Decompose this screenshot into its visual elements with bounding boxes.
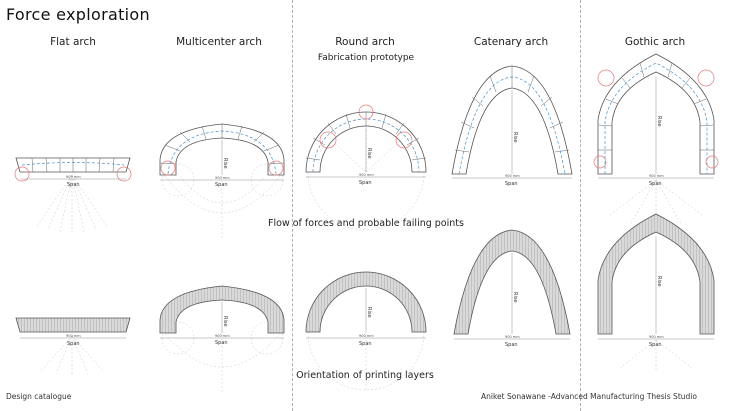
multicenter-arch-layer-diagram xyxy=(160,286,284,392)
svg-text:Rise: Rise xyxy=(222,316,228,327)
svg-text:Span: Span xyxy=(67,341,80,347)
page-title: Force exploration xyxy=(6,5,150,24)
svg-text:Rise: Rise xyxy=(366,148,372,159)
svg-text:900 mm: 900 mm xyxy=(66,175,81,179)
column-title-catenary: Catenary arch xyxy=(473,36,549,48)
svg-text:900 mm: 900 mm xyxy=(359,173,374,177)
column-title-gothic: Gothic arch xyxy=(624,36,686,48)
round-arch-force-diagram xyxy=(306,105,426,230)
flat-arch-layer-diagram xyxy=(16,318,130,375)
svg-text:Span: Span xyxy=(649,342,662,348)
svg-text:Rise: Rise xyxy=(512,292,518,303)
svg-text:900 mm: 900 mm xyxy=(649,174,664,178)
svg-text:Span: Span xyxy=(67,182,80,188)
svg-text:Rise: Rise xyxy=(222,158,228,169)
svg-text:Span: Span xyxy=(505,181,518,187)
svg-text:Span: Span xyxy=(215,340,228,346)
gothic-arch-layer-diagram xyxy=(598,214,714,372)
orientation-label: Orientation of printing layers xyxy=(296,370,434,381)
round-arch-layer-diagram xyxy=(306,272,426,392)
svg-text:Span: Span xyxy=(649,181,662,187)
svg-text:Rise: Rise xyxy=(366,307,372,318)
svg-text:Span: Span xyxy=(359,180,372,186)
svg-text:900 mm: 900 mm xyxy=(359,334,374,338)
svg-text:Span: Span xyxy=(359,341,372,347)
multicenter-arch-force-diagram xyxy=(160,124,284,240)
svg-text:Rise: Rise xyxy=(512,132,518,143)
fabrication-label: Fabrication prototype xyxy=(317,53,415,63)
svg-text:Span: Span xyxy=(215,182,228,188)
gothic-arch-force-diagram xyxy=(594,54,718,228)
svg-text:Rise: Rise xyxy=(656,276,662,287)
column-title-multicenter: Multicenter arch xyxy=(176,36,262,48)
svg-text:900 mm: 900 mm xyxy=(215,176,230,180)
footer-right: Aniket Sonawane -Advanced Manufacturing Thesis Studio xyxy=(481,392,697,401)
svg-text:900 mm: 900 mm xyxy=(66,334,81,338)
flow-label: Flow of forces and probable failing points xyxy=(268,218,464,229)
footer-left: Design catalogue xyxy=(6,392,72,401)
catenary-arch-force-diagram xyxy=(452,66,572,187)
svg-text:Span: Span xyxy=(505,342,518,348)
svg-text:900 mm: 900 mm xyxy=(505,174,520,178)
column-title-round: Round arch xyxy=(335,36,395,48)
catenary-arch-layer-diagram xyxy=(454,230,570,348)
flat-arch-force-diagram xyxy=(15,158,131,232)
svg-text:900 mm: 900 mm xyxy=(215,334,230,338)
column-title-flat: Flat arch xyxy=(50,36,96,48)
svg-text:900 mm: 900 mm xyxy=(649,335,664,339)
svg-text:Rise: Rise xyxy=(656,116,662,127)
svg-text:900 mm: 900 mm xyxy=(505,335,520,339)
